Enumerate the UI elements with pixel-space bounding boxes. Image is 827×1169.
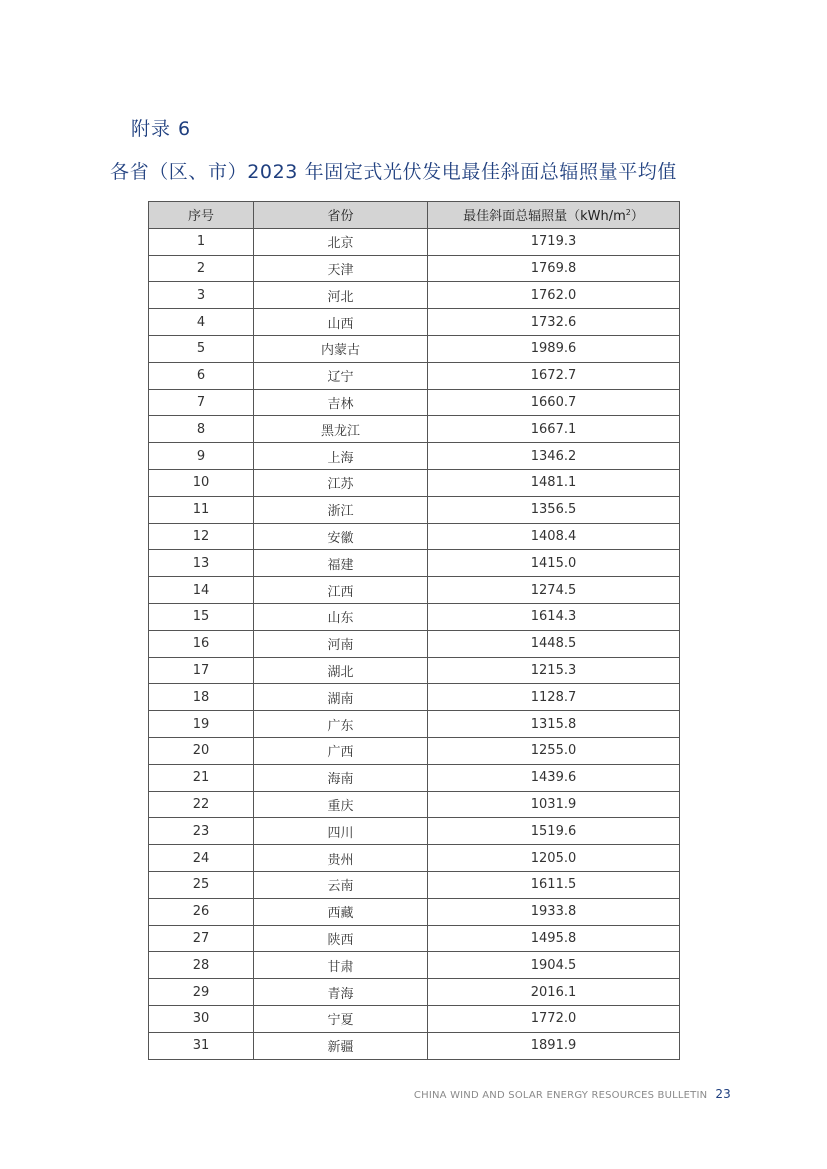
- cell-value: 1762.0: [428, 282, 680, 309]
- cell-index: 30: [149, 1005, 254, 1032]
- cell-value: 1495.8: [428, 925, 680, 952]
- cell-index: 13: [149, 550, 254, 577]
- irradiation-table: [148, 201, 680, 1060]
- table-row: [149, 845, 680, 872]
- cell-value: 1611.5: [428, 871, 680, 898]
- cell-value: 1933.8: [428, 898, 680, 925]
- cell-province: 重庆: [254, 791, 428, 818]
- table-row: [149, 952, 680, 979]
- cell-province: 贵州: [254, 845, 428, 872]
- table-row: [149, 871, 680, 898]
- cell-index: 16: [149, 630, 254, 657]
- cell-value: 1205.0: [428, 845, 680, 872]
- cell-province: 浙江: [254, 496, 428, 523]
- cell-index: 5: [149, 335, 254, 362]
- cell-province: 山西: [254, 309, 428, 336]
- cell-province: 山东: [254, 603, 428, 630]
- table-row: [149, 684, 680, 711]
- cell-value: 1772.0: [428, 1005, 680, 1032]
- table-row: [149, 979, 680, 1006]
- table-row: [149, 657, 680, 684]
- cell-index: 2: [149, 255, 254, 282]
- table-body: [149, 228, 680, 1059]
- cell-index: 19: [149, 711, 254, 738]
- cell-province: 广西: [254, 737, 428, 764]
- table-row: [149, 577, 680, 604]
- cell-index: 9: [149, 443, 254, 470]
- table-row: [149, 443, 680, 470]
- column-header-index: 序号: [149, 202, 254, 229]
- table-row: [149, 898, 680, 925]
- cell-value: 1732.6: [428, 309, 680, 336]
- cell-province: 陕西: [254, 925, 428, 952]
- cell-index: 25: [149, 871, 254, 898]
- table-row: [149, 764, 680, 791]
- cell-value: 1356.5: [428, 496, 680, 523]
- cell-province: 四川: [254, 818, 428, 845]
- table-row: [149, 362, 680, 389]
- cell-index: 27: [149, 925, 254, 952]
- cell-index: 26: [149, 898, 254, 925]
- table-row: [149, 469, 680, 496]
- cell-province: 新疆: [254, 1032, 428, 1059]
- cell-province: 北京: [254, 228, 428, 255]
- table-row: [149, 255, 680, 282]
- page-title: 各省（区、市）2023 年固定式光伏发电最佳斜面总辐照量平均值: [110, 161, 677, 183]
- table-row: [149, 389, 680, 416]
- table-row: [149, 791, 680, 818]
- cell-value: 1891.9: [428, 1032, 680, 1059]
- cell-value: 1215.3: [428, 657, 680, 684]
- cell-province: 广东: [254, 711, 428, 738]
- table-row: [149, 335, 680, 362]
- table-row: [149, 228, 680, 255]
- cell-province: 天津: [254, 255, 428, 282]
- unit-superscript: 2: [625, 208, 631, 218]
- cell-index: 12: [149, 523, 254, 550]
- bulletin-name: CHINA WIND AND SOLAR ENERGY RESOURCES BULLETIN: [413, 1090, 708, 1101]
- cell-index: 15: [149, 603, 254, 630]
- cell-value: 1989.6: [428, 335, 680, 362]
- cell-province: 江西: [254, 577, 428, 604]
- cell-index: 28: [149, 952, 254, 979]
- cell-value: 1904.5: [428, 952, 680, 979]
- column-header-value: [428, 202, 680, 229]
- cell-index: 21: [149, 764, 254, 791]
- table-row: [149, 603, 680, 630]
- cell-index: 7: [149, 389, 254, 416]
- cell-province: 内蒙古: [254, 335, 428, 362]
- cell-index: 24: [149, 845, 254, 872]
- table-row: [149, 416, 680, 443]
- table-row: [149, 737, 680, 764]
- page-footer: [414, 1086, 731, 1104]
- cell-value: 1031.9: [428, 791, 680, 818]
- cell-value: 1415.0: [428, 550, 680, 577]
- cell-value: 1255.0: [428, 737, 680, 764]
- cell-index: 18: [149, 684, 254, 711]
- cell-value: 1315.8: [428, 711, 680, 738]
- cell-index: 29: [149, 979, 254, 1006]
- cell-value: 1719.3: [428, 228, 680, 255]
- cell-province: 辽宁: [254, 362, 428, 389]
- cell-value: 1128.7: [428, 684, 680, 711]
- table-row: [149, 818, 680, 845]
- cell-value: 1408.4: [428, 523, 680, 550]
- table-row: [149, 282, 680, 309]
- cell-index: 10: [149, 469, 254, 496]
- cell-index: 14: [149, 577, 254, 604]
- table-row: [149, 550, 680, 577]
- column-header-province: 省份: [254, 202, 428, 229]
- cell-province: 西藏: [254, 898, 428, 925]
- cell-index: 8: [149, 416, 254, 443]
- cell-province: 甘肃: [254, 952, 428, 979]
- table-row: [149, 523, 680, 550]
- cell-index: 20: [149, 737, 254, 764]
- cell-index: 6: [149, 362, 254, 389]
- cell-province: 河南: [254, 630, 428, 657]
- table-header: [149, 202, 680, 229]
- cell-value: 1481.1: [428, 469, 680, 496]
- cell-province: 湖南: [254, 684, 428, 711]
- cell-province: 河北: [254, 282, 428, 309]
- table-row: [149, 1032, 680, 1059]
- cell-index: 23: [149, 818, 254, 845]
- cell-province: 云南: [254, 871, 428, 898]
- cell-index: 1: [149, 228, 254, 255]
- table-row: [149, 711, 680, 738]
- cell-province: 吉林: [254, 389, 428, 416]
- cell-province: 黑龙江: [254, 416, 428, 443]
- appendix-label: 附录 6: [131, 118, 192, 140]
- cell-index: 17: [149, 657, 254, 684]
- cell-value: 1448.5: [428, 630, 680, 657]
- cell-province: 江苏: [254, 469, 428, 496]
- cell-value: 1769.8: [428, 255, 680, 282]
- table-row: [149, 309, 680, 336]
- cell-province: 福建: [254, 550, 428, 577]
- cell-value: 1519.6: [428, 818, 680, 845]
- cell-province: 上海: [254, 443, 428, 470]
- cell-value: 1439.6: [428, 764, 680, 791]
- cell-value: 1346.2: [428, 443, 680, 470]
- table-row: [149, 1005, 680, 1032]
- cell-value: 1660.7: [428, 389, 680, 416]
- page-number: 23: [715, 1087, 731, 1101]
- table-row: [149, 496, 680, 523]
- cell-index: 3: [149, 282, 254, 309]
- cell-value: 2016.1: [428, 979, 680, 1006]
- cell-index: 22: [149, 791, 254, 818]
- cell-province: 安徽: [254, 523, 428, 550]
- cell-value: 1667.1: [428, 416, 680, 443]
- cell-province: 青海: [254, 979, 428, 1006]
- cell-index: 4: [149, 309, 254, 336]
- column-header-value-close: ）: [630, 209, 644, 225]
- cell-province: 海南: [254, 764, 428, 791]
- table-header-row: [149, 202, 680, 229]
- cell-value: 1672.7: [428, 362, 680, 389]
- column-header-value-text: 最佳斜面总辐照量（kWh/m: [463, 209, 626, 225]
- cell-province: 宁夏: [254, 1005, 428, 1032]
- table-row: [149, 925, 680, 952]
- cell-index: 31: [149, 1032, 254, 1059]
- cell-index: 11: [149, 496, 254, 523]
- table-row: [149, 630, 680, 657]
- cell-value: 1274.5: [428, 577, 680, 604]
- cell-province: 湖北: [254, 657, 428, 684]
- cell-value: 1614.3: [428, 603, 680, 630]
